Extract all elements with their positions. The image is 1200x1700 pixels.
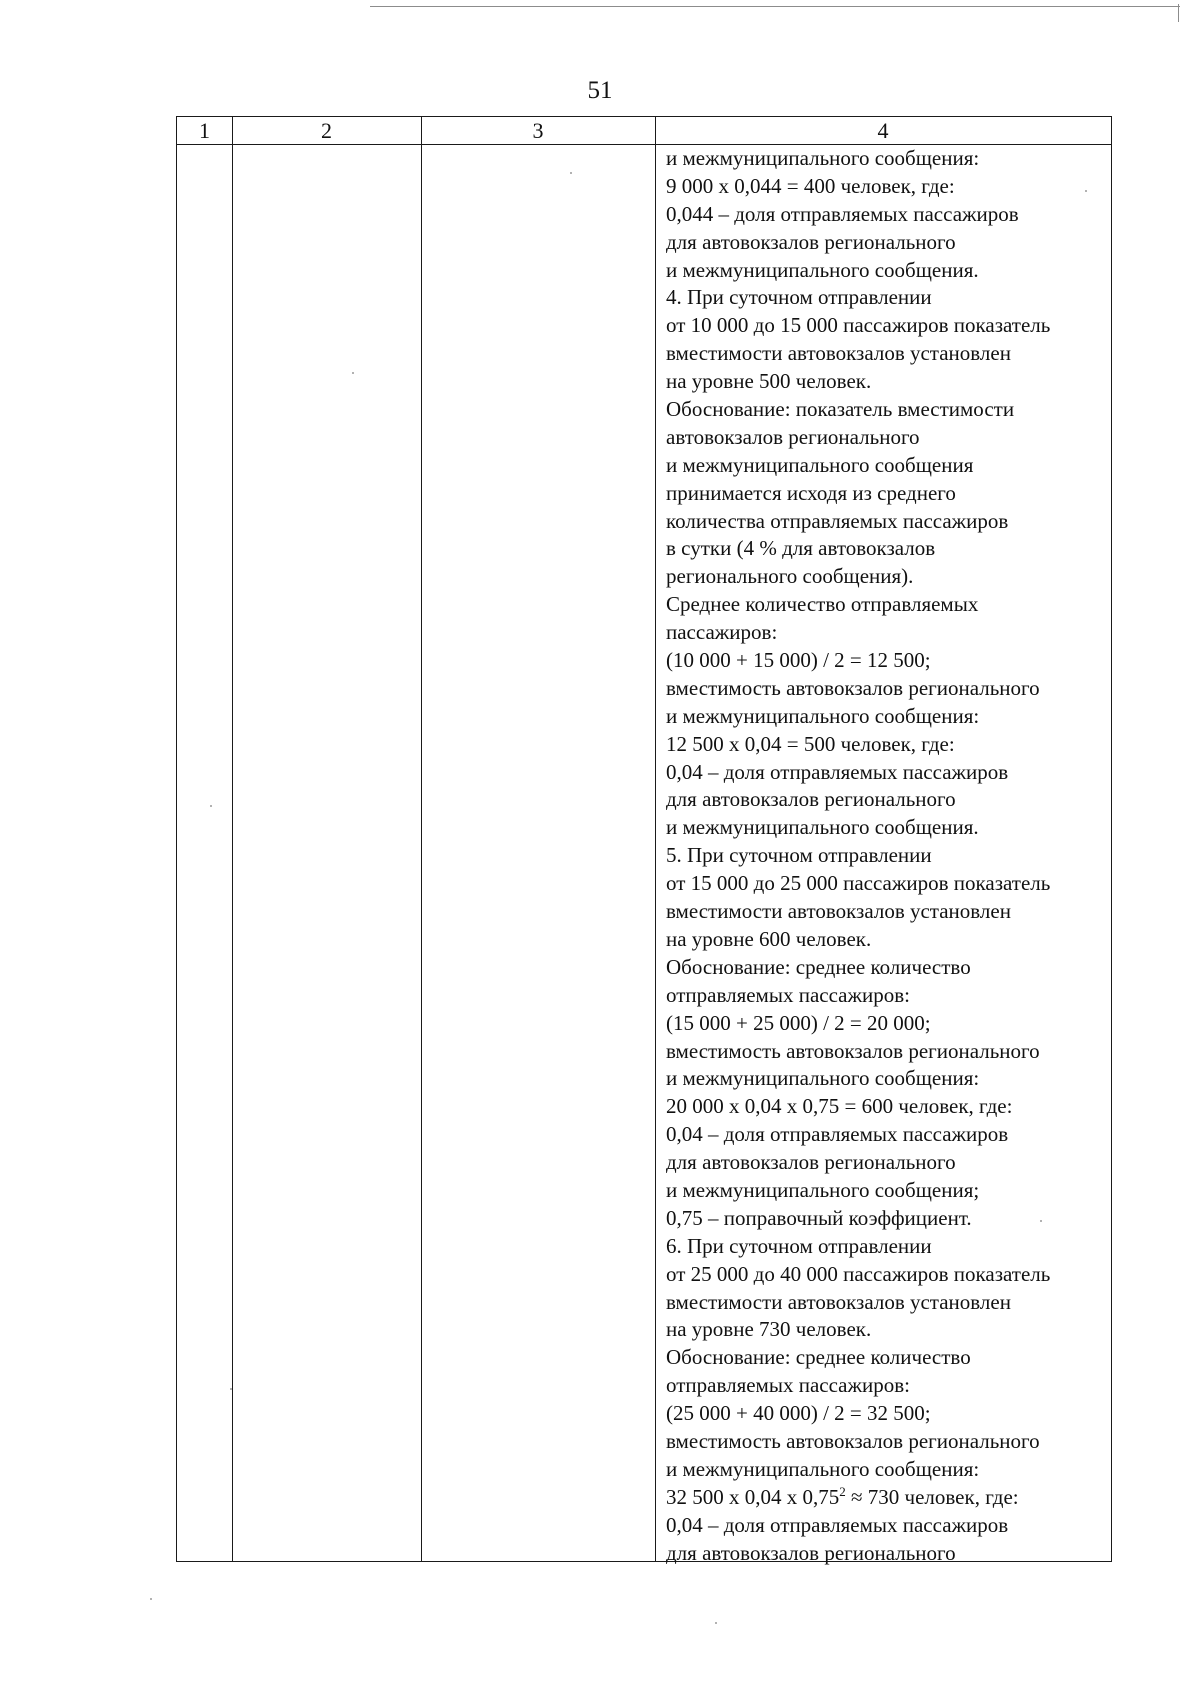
column-4-line: и межмуниципального сообщения: — [666, 146, 980, 170]
column-4-line: 0,044 – доля отправляемых пассажиров — [666, 201, 1019, 226]
column-divider-1 — [232, 117, 233, 1561]
scan-artifact-line — [370, 6, 1180, 7]
column-4-line: (15 000 + 25 000) / 2 = 20 000; — [666, 1010, 931, 1035]
column-4-line: и межмуниципального сообщения — [666, 452, 974, 477]
column-4-line: 20 000 х 0,04 х 0,75 = 600 человек, где: — [666, 1094, 1013, 1119]
column-header-3: 3 — [532, 118, 544, 143]
column-4-line: 5. При суточном отправлении — [666, 843, 932, 868]
column-4-line: (10 000 + 15 000) / 2 = 12 500; — [666, 648, 931, 673]
formula-exponent: 2 — [839, 1483, 846, 1499]
column-4-line: на уровне 600 человек. — [666, 926, 872, 951]
column-4-line: и межмуниципального сообщения: — [666, 703, 980, 728]
column-4-line: Обоснование: среднее количество — [666, 954, 971, 979]
column-4-line: и межмуниципального сообщения. — [666, 257, 979, 282]
column-4-line: Обоснование: среднее количество — [666, 1345, 971, 1370]
column-4-line: для автовокзалов регионального — [666, 229, 956, 254]
formula-result: ≈ 730 человек, где: — [845, 1484, 1019, 1509]
column-divider-3 — [655, 117, 656, 1561]
column-4-line: для автовокзалов регионального — [666, 1540, 956, 1565]
column-4-line: и межмуниципального сообщения; — [666, 1177, 980, 1202]
column-4-formula-line — [666, 1484, 1106, 1512]
column-4-line: 0,04 – доля отправляемых пассажиров — [666, 1122, 1009, 1147]
column-4-line: от 10 000 до 15 000 пассажиров показатель — [666, 313, 1051, 338]
column-4-line: 6. При суточном отправлении — [666, 1233, 932, 1258]
column-4-line: (25 000 + 40 000) / 2 = 32 500; — [666, 1401, 931, 1426]
column-4-line: вместимость автовокзалов регионального — [666, 1038, 1040, 1063]
column-4-line: вместимость автовокзалов регионального — [666, 1428, 1040, 1453]
column-4-line: вместимости автовокзалов установлен — [666, 1289, 1011, 1314]
column-4-line: 4. При суточном отправлении — [666, 285, 932, 310]
column-4-line: 9 000 х 0,044 = 400 человек, где: — [666, 173, 955, 198]
column-4-line: вместимости автовокзалов установлен — [666, 899, 1011, 924]
column-4-line: и межмуниципального сообщения: — [666, 1066, 980, 1091]
column-4-line: и межмуниципального сообщения. — [666, 815, 979, 840]
column-4-line: для автовокзалов регионального — [666, 787, 956, 812]
page-number: 51 — [587, 77, 613, 104]
column-4-line: пассажиров: — [666, 620, 778, 645]
column-4-line: 0,04 – доля отправляемых пассажиров — [666, 1512, 1009, 1537]
column-4-line: 0,04 – доля отправляемых пассажиров — [666, 759, 1009, 784]
scan-speck — [150, 1598, 152, 1600]
column-header-1: 1 — [199, 118, 210, 143]
column-4-line: отправляемых пассажиров: — [666, 982, 910, 1007]
scan-artifact-tick — [1178, 4, 1179, 22]
column-divider-2 — [421, 117, 422, 1561]
column-4-line: на уровне 500 человек. — [666, 369, 872, 394]
column-4-line: от 15 000 до 25 000 пассажиров показатель — [666, 871, 1051, 896]
scan-speck — [230, 1388, 232, 1390]
column-4-line: количества отправляемых пассажиров — [666, 508, 1009, 533]
column-4-line: Среднее количество отправляемых — [666, 592, 979, 617]
scan-speck — [715, 1622, 717, 1624]
column-4-line: 0,75 – поправочный коэффициент. — [666, 1205, 972, 1230]
column-4-line: от 25 000 до 40 000 пассажиров показатель — [666, 1261, 1051, 1286]
column-4-line: 12 500 х 0,04 = 500 человек, где: — [666, 731, 955, 756]
column-header-2: 2 — [321, 118, 332, 143]
scan-speck — [1040, 1220, 1042, 1222]
scan-speck — [210, 805, 212, 807]
column-4-line: отправляемых пассажиров: — [666, 1373, 910, 1398]
column-4-line: для автовокзалов регионального — [666, 1150, 956, 1175]
column-4-line: вместимость автовокзалов регионального — [666, 675, 1040, 700]
column-4-content — [666, 145, 1106, 1567]
column-4-line: автовокзалов регионального — [666, 424, 920, 449]
column-4-line: Обоснование: показатель вместимости — [666, 397, 1015, 422]
scan-speck — [1085, 190, 1087, 192]
column-4-line: вместимости автовокзалов установлен — [666, 341, 1011, 366]
scan-speck — [352, 372, 354, 374]
column-4-line: в сутки (4 % для автовокзалов — [666, 536, 936, 561]
column-4-line: регионального сообщения). — [666, 564, 914, 589]
scan-speck — [570, 172, 572, 174]
column-4-line: принимается исходя из среднего — [666, 480, 956, 505]
document-table — [176, 116, 1112, 1565]
formula-base: 32 500 х 0,04 х 0,75 — [666, 1484, 840, 1509]
column-4-line: и межмуниципального сообщения: — [666, 1456, 980, 1481]
column-4-line: на уровне 730 человек. — [666, 1317, 872, 1342]
column-header-4: 4 — [877, 118, 889, 143]
